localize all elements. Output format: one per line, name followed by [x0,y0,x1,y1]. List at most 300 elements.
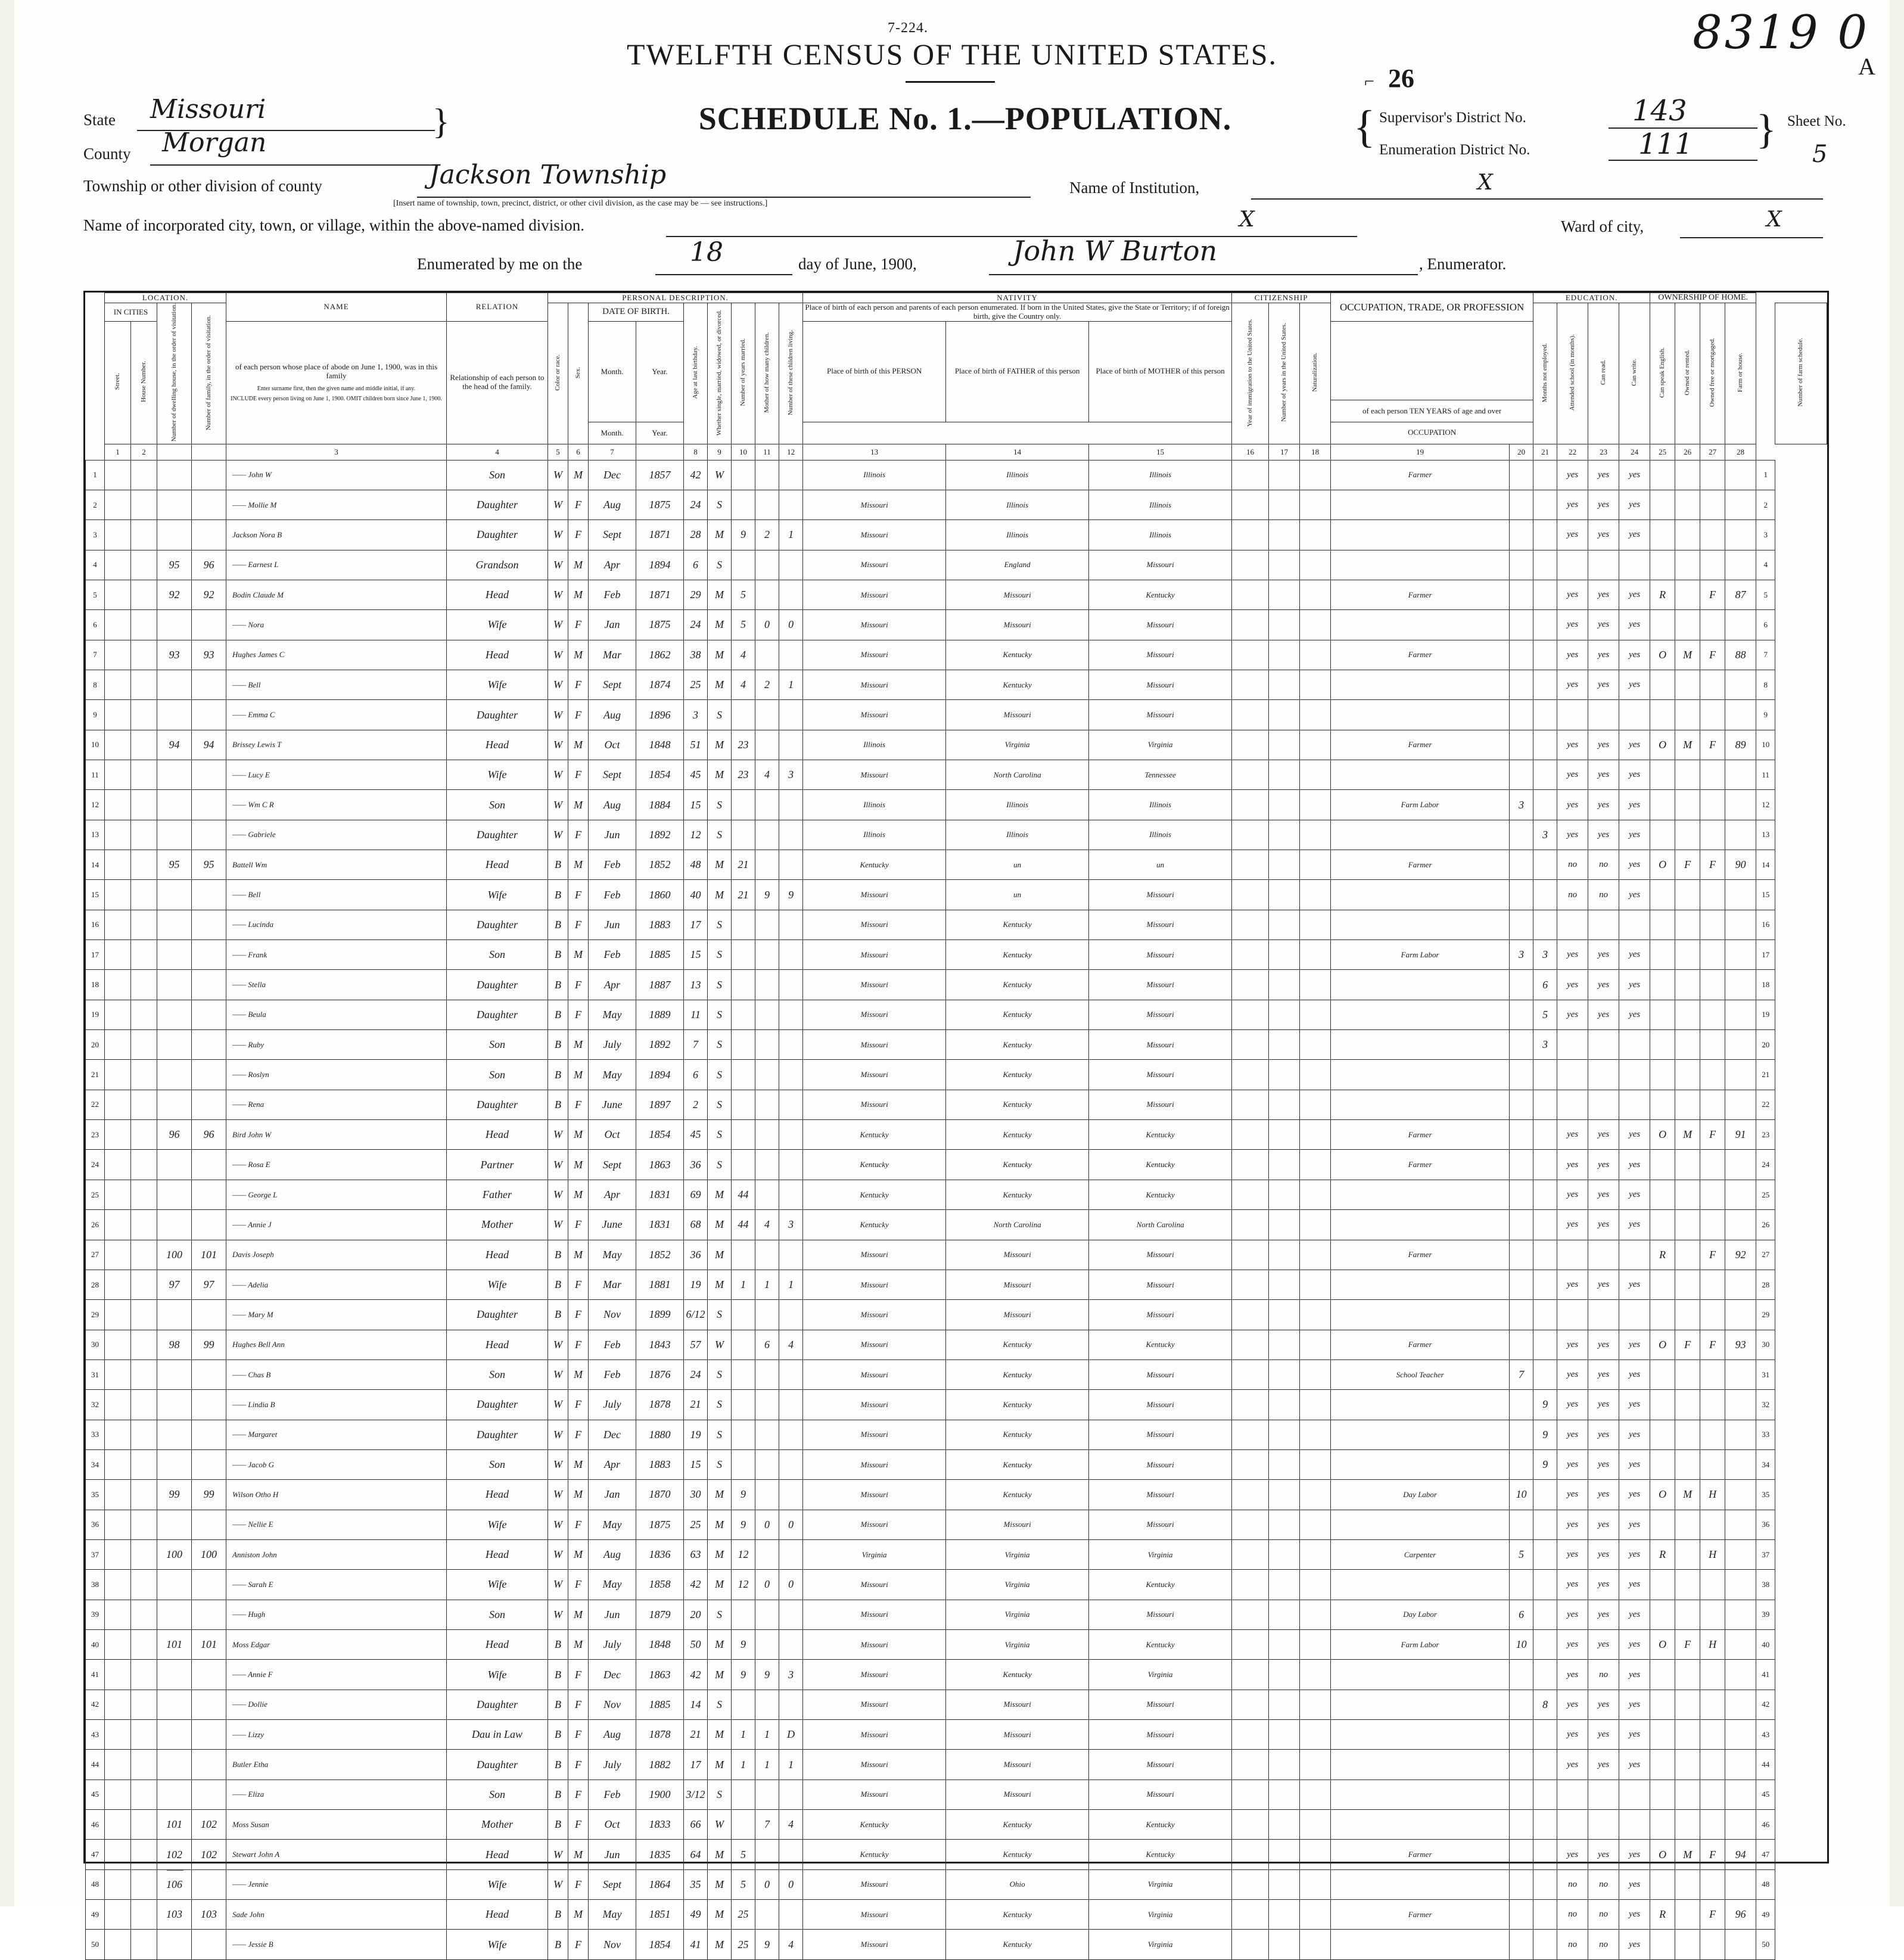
col-mother-of-children-label: Mother of how many children. [763,332,770,413]
cell-house-number [131,520,157,550]
cell-years-married [732,1779,755,1809]
cell-years-married: 5 [732,1840,755,1869]
cell-dwelling-number [157,520,192,550]
cell-birth-year: 1879 [636,1600,684,1629]
row-number-left: 44 [86,1750,105,1779]
cell-months-in-school [1533,1750,1557,1779]
cell-birthplace-father: Kentucky [946,1330,1089,1359]
cell-owned-or-rented [1650,790,1675,820]
cell-years-married [732,790,755,820]
col-months-not-employed-label: Months not employed. [1541,343,1548,402]
cell-years-married [732,970,755,1000]
cell-immigration-year [1232,1570,1269,1600]
cell-owned-free-or-mortgaged [1675,460,1700,490]
cell-months-not-employed [1510,910,1533,939]
cell-years-in-us [1269,1869,1300,1899]
row-number-left: 33 [86,1420,105,1449]
cell-farm-or-house: F [1700,1840,1725,1869]
cell-house-number [131,940,157,970]
cell-marital-status: S [708,1390,732,1420]
cell-birthplace-person: Missouri [803,910,946,939]
col-marital-label: Whether single, married, widowed, or divorced. [715,309,723,435]
person-given-name: Claude M [253,590,284,599]
cell-birthplace-person: Virginia [803,1539,946,1569]
row-number-right: 39 [1756,1600,1775,1629]
cell-sex: F [568,1869,589,1899]
cell-months-not-employed: 3 [1510,940,1533,970]
cell-birth-year: 1878 [636,1390,684,1420]
brace-district-right: } [1756,107,1777,153]
cell-age: 11 [684,1000,708,1029]
cell-birthplace-father: Missouri [946,1510,1089,1539]
cell-owned-or-rented [1650,1210,1675,1240]
cell-family-number: 102 [192,1810,226,1840]
cell-children-living: 0 [779,610,803,640]
cell-can-read [1557,1090,1588,1119]
cell-birthplace-mother: Missouri [1089,1600,1232,1629]
cell-marital-status: W [708,460,732,490]
table-row [86,1090,1827,1119]
table-row [86,1900,1827,1930]
cell-birthplace-mother: Kentucky [1089,1570,1232,1600]
cell-birthplace-person: Missouri [803,1240,946,1270]
cell-dwelling-number [157,460,192,490]
cell-years-in-us [1269,1840,1300,1869]
row-number-right: 50 [1756,1930,1775,1960]
cell-can-read: yes [1557,1690,1588,1719]
person-surname: —— [232,1670,248,1679]
cell-family-number [192,1359,226,1389]
cell-months-not-employed: 10 [1510,1629,1533,1659]
cell-farm-schedule-number [1725,1060,1756,1090]
cell-marital-status: S [708,1779,732,1809]
cell-can-read: yes [1557,1210,1588,1240]
person-given-name: Edgar [250,1639,270,1649]
cell-dwelling-number [157,1090,192,1119]
cell-birthplace-person: Missouri [803,1449,946,1479]
cell-can-write: no [1588,1660,1619,1690]
cell-can-speak-english: yes [1619,1120,1650,1150]
cell-farm-schedule-number: 88 [1725,640,1756,670]
person-given-name: Otho H [255,1489,279,1499]
cell-can-write: yes [1588,1210,1619,1240]
cell-birthplace-father: Virginia [946,1570,1089,1600]
cell-years-in-us [1269,1270,1300,1299]
person-surname: —— [232,1370,248,1379]
cell-owned-or-rented [1650,550,1675,580]
cell-family-number [192,1150,226,1180]
cell-can-read: yes [1557,1390,1588,1420]
cell-naturalization [1300,1210,1331,1240]
cell-can-speak-english: yes [1619,1660,1650,1690]
cell-sex: M [568,1480,589,1510]
person-given-name: Dollie [248,1700,267,1709]
cell-farm-schedule-number [1725,1750,1756,1779]
group-header-education: EDUCATION. [1533,293,1650,303]
cell-occupation [1331,1210,1510,1240]
cell-dwelling-number: 106 [157,1869,192,1899]
cell-relation: Grandson [447,550,548,580]
cell-family-number: 101 [192,1629,226,1659]
table-row [86,1060,1827,1090]
cell-can-read: yes [1557,1420,1588,1449]
cell-person-name [226,520,447,550]
col-owned-free-header [1700,303,1725,444]
cell-color: B [548,1690,568,1719]
cell-birth-year: 1863 [636,1660,684,1690]
cell-years-in-us [1269,1779,1300,1809]
cell-house-number [131,1330,157,1359]
colnum-14: 14 [946,444,1089,460]
person-given-name: Bell Ann [257,1340,285,1349]
cell-can-read: yes [1557,1539,1588,1569]
cell-family-number: 92 [192,580,226,609]
cell-can-write: yes [1588,970,1619,1000]
cell-owned-free-or-mortgaged [1675,940,1700,970]
cell-months-not-employed [1510,1270,1533,1299]
cell-marital-status: M [708,1629,732,1659]
cell-age: 63 [684,1539,708,1569]
cell-color: B [548,1270,568,1299]
cell-naturalization [1300,1720,1331,1750]
cell-sex: M [568,1539,589,1569]
cell-color: B [548,1240,568,1270]
cell-farm-or-house: F [1700,850,1725,880]
cell-dwelling-number [157,970,192,1000]
cell-age: 42 [684,1570,708,1600]
cell-can-write: yes [1588,640,1619,670]
cell-immigration-year [1232,1420,1269,1449]
cell-owned-or-rented [1650,1690,1675,1719]
cell-person-name [226,460,447,490]
colnum-19: 19 [1331,444,1510,460]
cell-birth-year: 1897 [636,1090,684,1119]
cell-months-in-school [1533,1240,1557,1270]
cell-dwelling-number [157,880,192,910]
person-given-name: Mollie M [248,500,277,509]
cell-color: W [548,1449,568,1479]
rule-day [655,274,792,275]
cell-can-speak-english: yes [1619,670,1650,699]
cell-occupation: Farmer [1331,640,1510,670]
cell-street [105,1390,131,1420]
cell-birth-year: 1864 [636,1869,684,1899]
cell-birthplace-person: Missouri [803,1510,946,1539]
cell-can-read: yes [1557,820,1588,850]
cell-person-name [226,1810,447,1840]
cell-farm-or-house [1700,1750,1725,1779]
cell-owned-or-rented [1650,1390,1675,1420]
cell-birthplace-father: Kentucky [946,1359,1089,1389]
cell-children-born: 2 [755,520,779,550]
cell-birthplace-father: Kentucky [946,1390,1089,1420]
cell-years-married [732,1330,755,1359]
cell-birthplace-mother: Kentucky [1089,1180,1232,1209]
row-number-left: 39 [86,1600,105,1629]
cell-farm-or-house [1700,1270,1725,1299]
cell-relation: Son [447,1359,548,1389]
cell-occupation [1331,1300,1510,1330]
cell-dwelling-number: 99 [157,1480,192,1510]
col-immigration-header [1232,303,1269,444]
cell-birth-year: 1857 [636,460,684,490]
row-number-right: 6 [1756,610,1775,640]
cell-farm-or-house [1700,1150,1725,1180]
cell-can-speak-english: yes [1619,820,1650,850]
cell-birthplace-father: Illinois [946,820,1089,850]
person-surname: —— [232,920,248,929]
cell-person-name [226,1869,447,1899]
cell-marital-status: S [708,970,732,1000]
cell-age: 6/12 [684,1300,708,1330]
cell-dwelling-number [157,1570,192,1600]
cell-house-number [131,790,157,820]
cell-immigration-year [1232,1359,1269,1389]
cell-can-write: yes [1588,1150,1619,1180]
person-given-name: Wm [254,860,267,869]
cell-immigration-year [1232,1779,1269,1809]
cell-family-number [192,1000,226,1029]
cell-birthplace-mother: Kentucky [1089,1810,1232,1840]
cell-owned-or-rented [1650,1510,1675,1539]
cell-children-living: 0 [779,1510,803,1539]
cell-months-not-employed: 6 [1510,1600,1533,1629]
row-number-right: 34 [1756,1449,1775,1479]
cell-color: B [548,1810,568,1840]
person-given-name: Lewis T [257,740,282,749]
cell-birthplace-mother: Virginia [1089,1660,1232,1690]
cell-occupation [1331,1449,1510,1479]
row-number-left: 3 [86,520,105,550]
cell-person-name [226,1840,447,1869]
cell-sex: F [568,820,589,850]
cell-house-number [131,490,157,519]
cell-birth-month: Apr [589,550,636,580]
cell-birth-year: 1887 [636,970,684,1000]
cell-owned-or-rented [1650,1810,1675,1840]
cell-immigration-year [1232,1390,1269,1420]
cell-family-number [192,610,226,640]
person-given-name: Sarah E [248,1579,273,1589]
cell-can-read: yes [1557,1720,1588,1750]
colnum-3: 3 [226,444,447,460]
row-number-right: 36 [1756,1510,1775,1539]
cell-owned-or-rented [1650,1180,1675,1209]
person-surname: Brissey [232,740,257,749]
cell-years-in-us [1269,1539,1300,1569]
cell-relation: Head [447,1629,548,1659]
cell-birthplace-father: Kentucky [946,1900,1089,1930]
cell-dwelling-number [157,1030,192,1060]
cell-can-speak-english: yes [1619,610,1650,640]
table-row [86,1150,1827,1180]
cell-age: 38 [684,640,708,670]
cell-farm-or-house: F [1700,1120,1725,1150]
subheader-date-of-birth: DATE OF BIRTH. [589,303,684,322]
cell-sex: M [568,1900,589,1930]
cell-occupation: Farmer [1331,730,1510,760]
cell-occupation: Farmer [1331,850,1510,880]
cell-children-living [779,790,803,820]
cell-children-living [779,1449,803,1479]
cell-owned-free-or-mortgaged: M [1675,730,1700,760]
colnum-10: 10 [732,444,755,460]
page-edge-left [0,0,14,1906]
cell-birthplace-father: Missouri [946,610,1089,640]
cell-house-number [131,1539,157,1569]
cell-person-name [226,1690,447,1719]
cell-age: 50 [684,1629,708,1659]
row-number-right: 43 [1756,1720,1775,1750]
cell-farm-schedule-number [1725,1420,1756,1449]
row-number-left: 32 [86,1390,105,1420]
cell-years-in-us [1269,1240,1300,1270]
cell-birthplace-mother: Illinois [1089,790,1232,820]
cell-can-read: yes [1557,730,1588,760]
person-given-name: John A [257,1850,280,1859]
cell-naturalization [1300,610,1331,640]
cell-age: 25 [684,670,708,699]
cell-street [105,1900,131,1930]
person-surname: —— [232,470,248,480]
printed-page-number: 26 [1388,64,1414,93]
cell-marital-status: M [708,1240,732,1270]
cell-person-name [226,790,447,820]
cell-birthplace-person: Missouri [803,490,946,519]
cell-birth-year: 1871 [636,520,684,550]
cell-person-name [226,670,447,699]
cell-birthplace-father: Kentucky [946,1810,1089,1840]
cell-birthplace-father: Kentucky [946,910,1089,939]
cell-years-in-us [1269,1000,1300,1029]
cell-sex: M [568,1600,589,1629]
cell-farm-schedule-number [1725,670,1756,699]
cell-months-in-school: 6 [1533,970,1557,1000]
cell-relation: Son [447,1779,548,1809]
cell-birthplace-mother: Virginia [1089,1900,1232,1930]
cell-person-name [226,1629,447,1659]
cell-naturalization [1300,460,1331,490]
cell-relation: Head [447,1240,548,1270]
cell-house-number [131,1900,157,1930]
person-given-name: Susan [250,1819,269,1829]
cell-farm-schedule-number [1725,1449,1756,1479]
col-marital-header [708,303,732,444]
cell-owned-or-rented: O [1650,1840,1675,1869]
cell-months-not-employed [1510,1330,1533,1359]
cell-months-not-employed [1510,1930,1533,1960]
cell-street [105,640,131,670]
cell-children-born [755,640,779,670]
cell-birthplace-person: Missouri [803,550,946,580]
cell-dwelling-number [157,940,192,970]
cell-children-born [755,1449,779,1479]
cell-immigration-year [1232,1900,1269,1930]
nativity-spacer [803,422,1232,444]
cell-can-speak-english: yes [1619,1840,1650,1869]
group-header-citizenship: CITIZENSHIP [1232,293,1331,303]
cell-house-number [131,1359,157,1389]
cell-years-married: 9 [732,1510,755,1539]
person-given-name: Lizzy [248,1729,265,1739]
cell-person-name [226,820,447,850]
colnum-17: 17 [1269,444,1300,460]
cell-family-number [192,1090,226,1119]
row-number-right: 9 [1756,700,1775,730]
cell-birthplace-mother: Illinois [1089,490,1232,519]
cell-months-not-employed [1510,1240,1533,1270]
cell-marital-status: W [708,1330,732,1359]
cell-person-name [226,730,447,760]
cell-months-not-employed [1510,1840,1533,1869]
cell-street [105,610,131,640]
cell-house-number [131,580,157,609]
cell-street [105,1359,131,1389]
cell-color: W [548,730,568,760]
cell-color: B [548,1750,568,1779]
cell-color: W [548,1869,568,1899]
cell-dwelling-number [157,670,192,699]
cell-owned-free-or-mortgaged [1675,790,1700,820]
cell-years-in-us [1269,550,1300,580]
cell-farm-or-house: F [1700,1330,1725,1359]
cell-children-born: 0 [755,1570,779,1600]
cell-children-living [779,1120,803,1150]
cell-owned-free-or-mortgaged [1675,1660,1700,1690]
cell-farm-schedule-number [1725,1300,1756,1330]
cell-farm-or-house [1700,1359,1725,1389]
cell-can-write: yes [1588,1570,1619,1600]
cell-months-not-employed [1510,670,1533,699]
person-surname: —— [232,1070,248,1079]
col-farm-schedule-header [1775,303,1827,444]
person-surname: —— [232,1100,248,1109]
cell-sex: F [568,1390,589,1420]
cell-color: B [548,1000,568,1029]
cell-children-born: 4 [755,1210,779,1240]
cell-years-in-us [1269,1210,1300,1240]
cell-children-living [779,1030,803,1060]
colnum-3-dwelling [157,444,192,460]
cell-birthplace-mother: Missouri [1089,1300,1232,1330]
cell-birth-year: 1854 [636,1930,684,1960]
cell-months-not-employed [1510,1660,1533,1690]
cell-dwelling-number [157,1690,192,1719]
cell-person-name [226,1420,447,1449]
cell-immigration-year [1232,610,1269,640]
cell-farm-schedule-number [1725,1180,1756,1209]
name-desc-note1: Enter surname first, then the given name and middle initial, if any. [257,385,416,393]
cell-owned-or-rented [1650,1270,1675,1299]
cell-farm-or-house [1700,790,1725,820]
cell-color: B [548,970,568,1000]
cell-occupation [1331,970,1510,1000]
person-surname: —— [232,1460,248,1469]
cell-sex: F [568,1270,589,1299]
cell-years-in-us [1269,1390,1300,1420]
cell-relation: Wife [447,1660,548,1690]
col-can-speak-english-label: Can speak English. [1658,347,1666,398]
cell-farm-or-house [1700,490,1725,519]
cell-person-name [226,1390,447,1420]
cell-can-write: yes [1588,1750,1619,1779]
cell-occupation: Farmer [1331,1120,1510,1150]
cell-naturalization [1300,1240,1331,1270]
cell-relation: Head [447,640,548,670]
cell-family-number [192,520,226,550]
table-row [86,580,1827,609]
cell-children-born [755,1900,779,1930]
